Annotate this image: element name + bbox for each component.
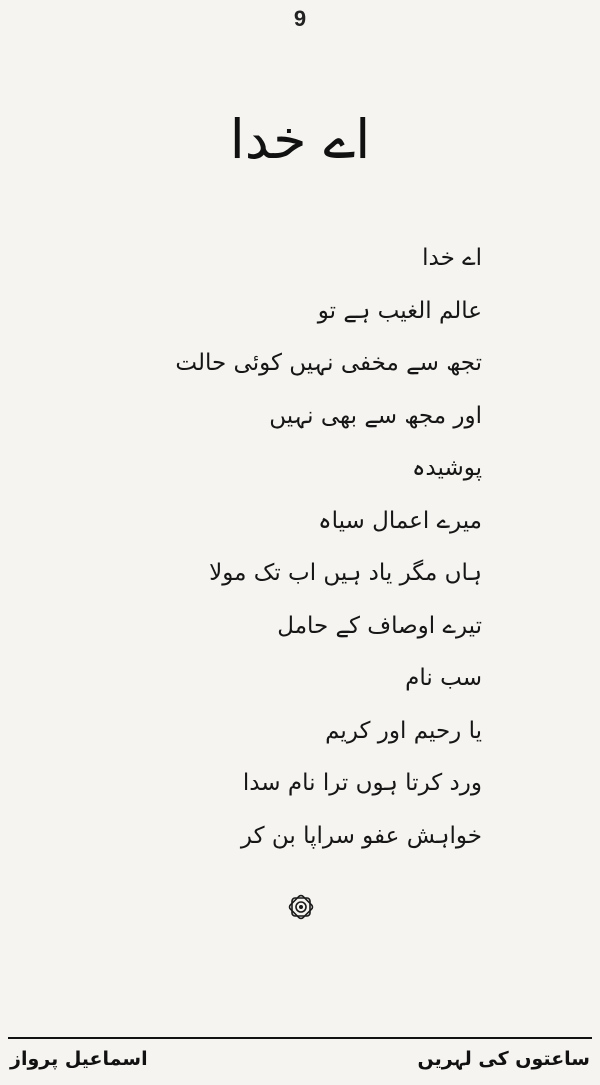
poem-title: اے خدا	[229, 108, 371, 171]
poem-line: پوشیدہ	[411, 455, 482, 481]
poem-body	[122, 232, 482, 862]
poem-line: عالم الغیب ہے تو	[317, 297, 482, 324]
poem-line: میرے اعمال سیاہ	[318, 507, 482, 534]
poem-line: ورد کرتا ہوں ترا نام سدا	[242, 770, 482, 796]
poem-line: تیرے اوصاف کے حامل	[277, 612, 482, 639]
poem-line: خواہش عفو سراپا بن کر	[240, 822, 482, 849]
poem-line: ہاں مگر یاد ہیں اب تک مولا	[209, 560, 482, 586]
footer-book-title: ساعتوں کی لہریں	[417, 1048, 590, 1070]
poem-line: اے خدا	[422, 245, 482, 271]
flower-ornament-icon	[286, 892, 316, 922]
poem-line: تجھ سے مخفی نہیں کوئی حالت	[175, 350, 482, 376]
page-number: 9	[293, 6, 307, 31]
poem-line: اور مجھ سے بھی نہیں	[269, 402, 482, 429]
poem-line: سب نام	[405, 665, 482, 691]
poem-line: یا رحیم اور کریم	[325, 717, 482, 744]
footer-divider	[8, 1037, 592, 1039]
footer-author: اسماعیل پرواز	[10, 1048, 148, 1070]
